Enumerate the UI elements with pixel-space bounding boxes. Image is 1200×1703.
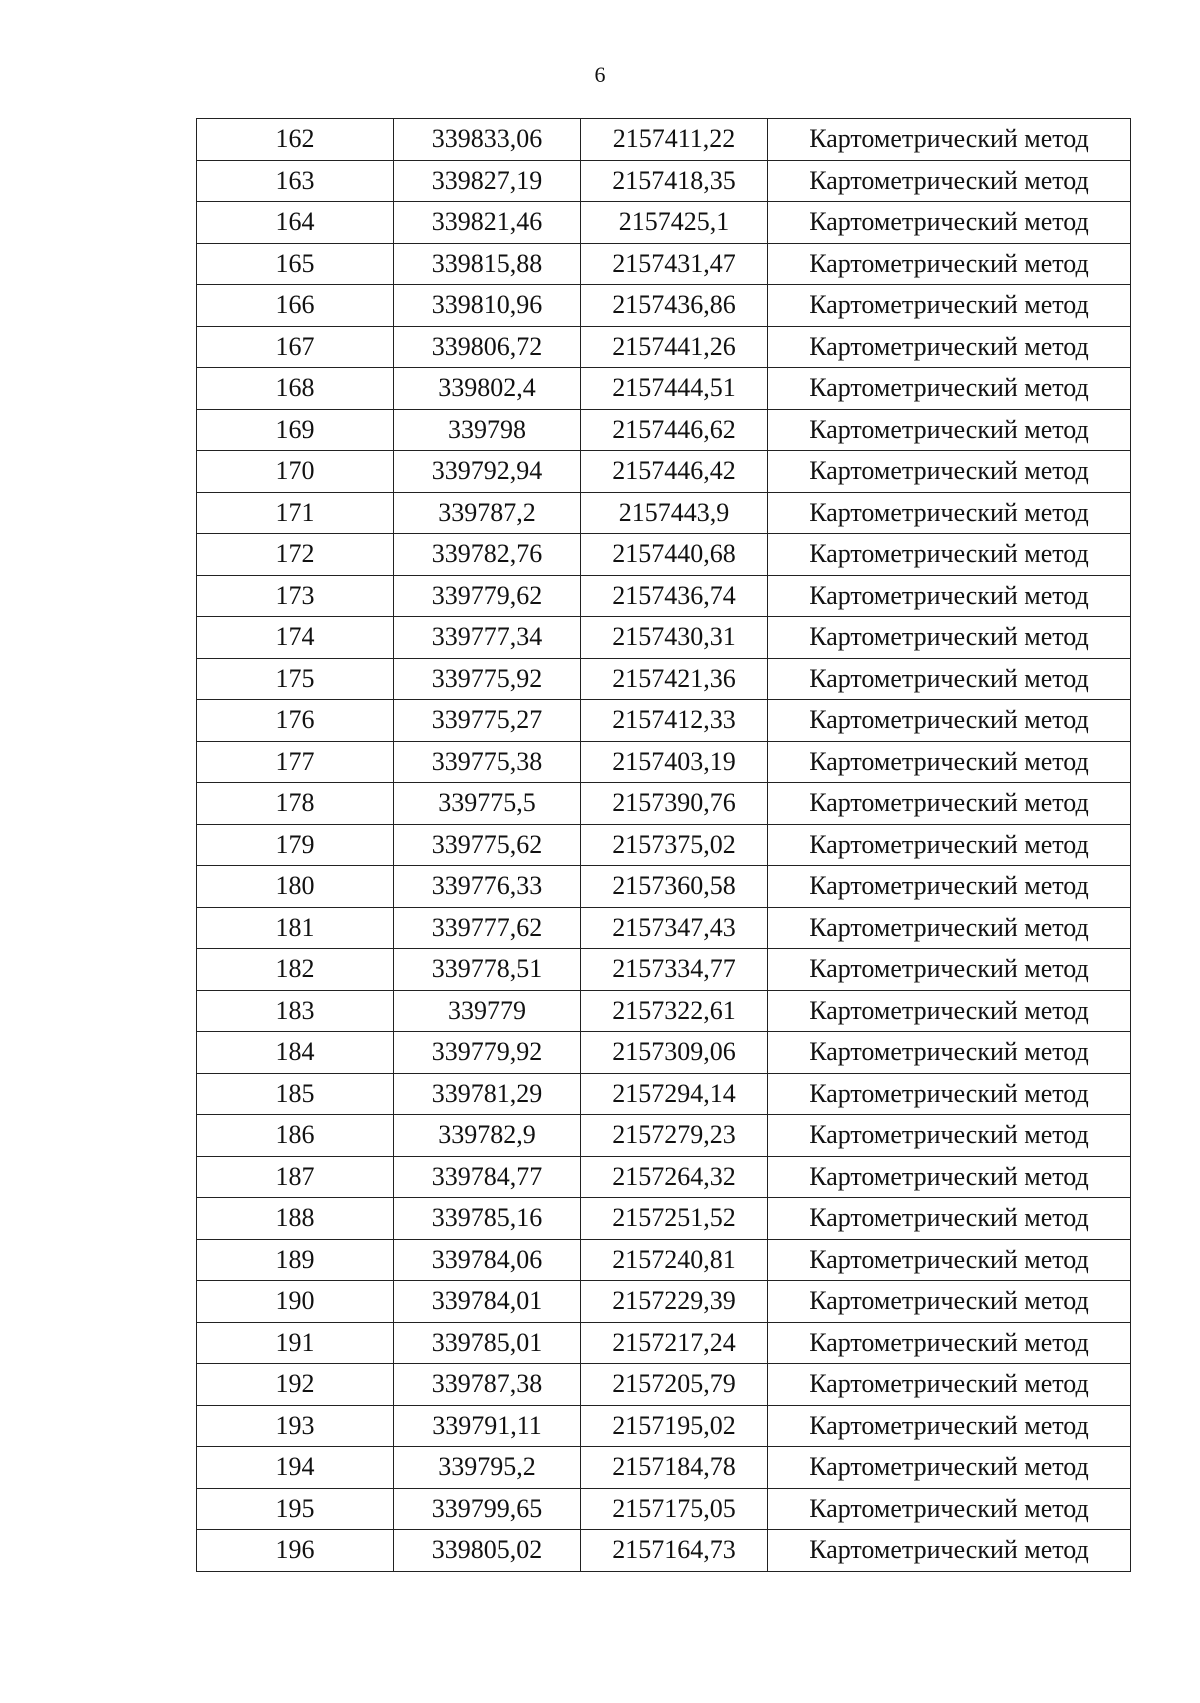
x-coordinate-cell: 339795,2 <box>394 1447 581 1489</box>
y-coordinate-cell: 2157421,36 <box>581 658 768 700</box>
point-number-cell: 196 <box>197 1530 394 1572</box>
method-cell: Картометрический метод <box>768 783 1131 825</box>
x-coordinate-cell: 339775,5 <box>394 783 581 825</box>
point-number-cell: 188 <box>197 1198 394 1240</box>
y-coordinate-cell: 2157440,68 <box>581 534 768 576</box>
y-coordinate-cell: 2157436,86 <box>581 285 768 327</box>
x-coordinate-cell: 339784,01 <box>394 1281 581 1323</box>
x-coordinate-cell: 339799,65 <box>394 1488 581 1530</box>
y-coordinate-cell: 2157418,35 <box>581 160 768 202</box>
point-number-cell: 176 <box>197 700 394 742</box>
table-row <box>197 1198 1131 1240</box>
y-coordinate-cell: 2157164,73 <box>581 1530 768 1572</box>
table-row <box>197 575 1131 617</box>
y-coordinate-cell: 2157294,14 <box>581 1073 768 1115</box>
x-coordinate-cell: 339833,06 <box>394 119 581 161</box>
point-number-cell: 175 <box>197 658 394 700</box>
x-coordinate-cell: 339775,92 <box>394 658 581 700</box>
point-number-cell: 170 <box>197 451 394 493</box>
point-number-cell: 181 <box>197 907 394 949</box>
x-coordinate-cell: 339787,2 <box>394 492 581 534</box>
x-coordinate-cell: 339779 <box>394 990 581 1032</box>
table-row <box>197 451 1131 493</box>
y-coordinate-cell: 2157375,02 <box>581 824 768 866</box>
x-coordinate-cell: 339777,34 <box>394 617 581 659</box>
method-cell: Картометрический метод <box>768 1198 1131 1240</box>
y-coordinate-cell: 2157425,1 <box>581 202 768 244</box>
method-cell: Картометрический метод <box>768 119 1131 161</box>
table-row <box>197 1530 1131 1572</box>
x-coordinate-cell: 339827,19 <box>394 160 581 202</box>
x-coordinate-cell: 339779,92 <box>394 1032 581 1074</box>
x-coordinate-cell: 339798 <box>394 409 581 451</box>
method-cell: Картометрический метод <box>768 1364 1131 1406</box>
x-coordinate-cell: 339777,62 <box>394 907 581 949</box>
x-coordinate-cell: 339782,76 <box>394 534 581 576</box>
y-coordinate-cell: 2157334,77 <box>581 949 768 991</box>
method-cell: Картометрический метод <box>768 1281 1131 1323</box>
y-coordinate-cell: 2157411,22 <box>581 119 768 161</box>
y-coordinate-cell: 2157279,23 <box>581 1115 768 1157</box>
method-cell: Картометрический метод <box>768 1156 1131 1198</box>
point-number-cell: 182 <box>197 949 394 991</box>
x-coordinate-cell: 339805,02 <box>394 1530 581 1572</box>
x-coordinate-cell: 339778,51 <box>394 949 581 991</box>
table-row <box>197 990 1131 1032</box>
x-coordinate-cell: 339806,72 <box>394 326 581 368</box>
x-coordinate-cell: 339784,77 <box>394 1156 581 1198</box>
table-row <box>197 824 1131 866</box>
method-cell: Картометрический метод <box>768 1530 1131 1572</box>
y-coordinate-cell: 2157217,24 <box>581 1322 768 1364</box>
method-cell: Картометрический метод <box>768 907 1131 949</box>
x-coordinate-cell: 339821,46 <box>394 202 581 244</box>
table-row <box>197 658 1131 700</box>
y-coordinate-cell: 2157443,9 <box>581 492 768 534</box>
x-coordinate-cell: 339815,88 <box>394 243 581 285</box>
table-row <box>197 1239 1131 1281</box>
method-cell: Картометрический метод <box>768 575 1131 617</box>
point-number-cell: 169 <box>197 409 394 451</box>
point-number-cell: 187 <box>197 1156 394 1198</box>
method-cell: Картометрический метод <box>768 1115 1131 1157</box>
table-row <box>197 492 1131 534</box>
method-cell: Картометрический метод <box>768 285 1131 327</box>
x-coordinate-cell: 339782,9 <box>394 1115 581 1157</box>
method-cell: Картометрический метод <box>768 741 1131 783</box>
point-number-cell: 190 <box>197 1281 394 1323</box>
table-row <box>197 1073 1131 1115</box>
y-coordinate-cell: 2157431,47 <box>581 243 768 285</box>
table-row <box>197 285 1131 327</box>
table-row <box>197 907 1131 949</box>
method-cell: Картометрический метод <box>768 243 1131 285</box>
x-coordinate-cell: 339791,11 <box>394 1405 581 1447</box>
y-coordinate-cell: 2157360,58 <box>581 866 768 908</box>
y-coordinate-cell: 2157441,26 <box>581 326 768 368</box>
table-row <box>197 119 1131 161</box>
point-number-cell: 194 <box>197 1447 394 1489</box>
method-cell: Картометрический метод <box>768 368 1131 410</box>
table-row <box>197 1156 1131 1198</box>
x-coordinate-cell: 339785,01 <box>394 1322 581 1364</box>
table-row <box>197 409 1131 451</box>
table-row <box>197 534 1131 576</box>
y-coordinate-cell: 2157175,05 <box>581 1488 768 1530</box>
x-coordinate-cell: 339810,96 <box>394 285 581 327</box>
point-number-cell: 165 <box>197 243 394 285</box>
point-number-cell: 162 <box>197 119 394 161</box>
coordinates-table <box>196 118 1131 1572</box>
y-coordinate-cell: 2157390,76 <box>581 783 768 825</box>
y-coordinate-cell: 2157205,79 <box>581 1364 768 1406</box>
point-number-cell: 184 <box>197 1032 394 1074</box>
method-cell: Картометрический метод <box>768 326 1131 368</box>
table-row <box>197 741 1131 783</box>
method-cell: Картометрический метод <box>768 1032 1131 1074</box>
table-row <box>197 326 1131 368</box>
page-number: 6 <box>594 62 606 87</box>
table-row <box>197 700 1131 742</box>
point-number-cell: 164 <box>197 202 394 244</box>
x-coordinate-cell: 339779,62 <box>394 575 581 617</box>
x-coordinate-cell: 339775,38 <box>394 741 581 783</box>
point-number-cell: 174 <box>197 617 394 659</box>
method-cell: Картометрический метод <box>768 160 1131 202</box>
method-cell: Картометрический метод <box>768 409 1131 451</box>
y-coordinate-cell: 2157446,42 <box>581 451 768 493</box>
x-coordinate-cell: 339784,06 <box>394 1239 581 1281</box>
coordinates-table-body <box>197 119 1131 1572</box>
point-number-cell: 186 <box>197 1115 394 1157</box>
point-number-cell: 173 <box>197 575 394 617</box>
y-coordinate-cell: 2157195,02 <box>581 1405 768 1447</box>
table-row <box>197 617 1131 659</box>
x-coordinate-cell: 339775,27 <box>394 700 581 742</box>
x-coordinate-cell: 339776,33 <box>394 866 581 908</box>
x-coordinate-cell: 339775,62 <box>394 824 581 866</box>
y-coordinate-cell: 2157403,19 <box>581 741 768 783</box>
method-cell: Картометрический метод <box>768 1405 1131 1447</box>
table-row <box>197 1032 1131 1074</box>
point-number-cell: 178 <box>197 783 394 825</box>
table-row <box>197 1322 1131 1364</box>
method-cell: Картометрический метод <box>768 866 1131 908</box>
point-number-cell: 163 <box>197 160 394 202</box>
x-coordinate-cell: 339781,29 <box>394 1073 581 1115</box>
method-cell: Картометрический метод <box>768 1322 1131 1364</box>
y-coordinate-cell: 2157309,06 <box>581 1032 768 1074</box>
method-cell: Картометрический метод <box>768 492 1131 534</box>
y-coordinate-cell: 2157412,33 <box>581 700 768 742</box>
method-cell: Картометрический метод <box>768 1447 1131 1489</box>
y-coordinate-cell: 2157264,32 <box>581 1156 768 1198</box>
point-number-cell: 168 <box>197 368 394 410</box>
table-row <box>197 1447 1131 1489</box>
method-cell: Картометрический метод <box>768 824 1131 866</box>
method-cell: Картометрический метод <box>768 202 1131 244</box>
table-row <box>197 202 1131 244</box>
method-cell: Картометрический метод <box>768 700 1131 742</box>
x-coordinate-cell: 339802,4 <box>394 368 581 410</box>
y-coordinate-cell: 2157322,61 <box>581 990 768 1032</box>
x-coordinate-cell: 339785,16 <box>394 1198 581 1240</box>
table-row <box>197 866 1131 908</box>
table-row <box>197 783 1131 825</box>
table-row <box>197 1115 1131 1157</box>
table-row <box>197 368 1131 410</box>
method-cell: Картометрический метод <box>768 1239 1131 1281</box>
table-row <box>197 160 1131 202</box>
y-coordinate-cell: 2157229,39 <box>581 1281 768 1323</box>
point-number-cell: 191 <box>197 1322 394 1364</box>
method-cell: Картометрический метод <box>768 1488 1131 1530</box>
y-coordinate-cell: 2157240,81 <box>581 1239 768 1281</box>
y-coordinate-cell: 2157446,62 <box>581 409 768 451</box>
y-coordinate-cell: 2157251,52 <box>581 1198 768 1240</box>
method-cell: Картометрический метод <box>768 658 1131 700</box>
point-number-cell: 166 <box>197 285 394 327</box>
table-row <box>197 1488 1131 1530</box>
y-coordinate-cell: 2157444,51 <box>581 368 768 410</box>
table-row <box>197 1281 1131 1323</box>
table-row <box>197 243 1131 285</box>
point-number-cell: 171 <box>197 492 394 534</box>
point-number-cell: 185 <box>197 1073 394 1115</box>
table-row <box>197 1364 1131 1406</box>
point-number-cell: 167 <box>197 326 394 368</box>
y-coordinate-cell: 2157430,31 <box>581 617 768 659</box>
point-number-cell: 172 <box>197 534 394 576</box>
point-number-cell: 183 <box>197 990 394 1032</box>
point-number-cell: 177 <box>197 741 394 783</box>
x-coordinate-cell: 339787,38 <box>394 1364 581 1406</box>
point-number-cell: 195 <box>197 1488 394 1530</box>
point-number-cell: 189 <box>197 1239 394 1281</box>
point-number-cell: 180 <box>197 866 394 908</box>
table-row <box>197 949 1131 991</box>
y-coordinate-cell: 2157184,78 <box>581 1447 768 1489</box>
y-coordinate-cell: 2157436,74 <box>581 575 768 617</box>
point-number-cell: 192 <box>197 1364 394 1406</box>
table-row <box>197 1405 1131 1447</box>
point-number-cell: 179 <box>197 824 394 866</box>
method-cell: Картометрический метод <box>768 949 1131 991</box>
method-cell: Картометрический метод <box>768 534 1131 576</box>
point-number-cell: 193 <box>197 1405 394 1447</box>
y-coordinate-cell: 2157347,43 <box>581 907 768 949</box>
method-cell: Картометрический метод <box>768 617 1131 659</box>
x-coordinate-cell: 339792,94 <box>394 451 581 493</box>
method-cell: Картометрический метод <box>768 451 1131 493</box>
method-cell: Картометрический метод <box>768 990 1131 1032</box>
method-cell: Картометрический метод <box>768 1073 1131 1115</box>
